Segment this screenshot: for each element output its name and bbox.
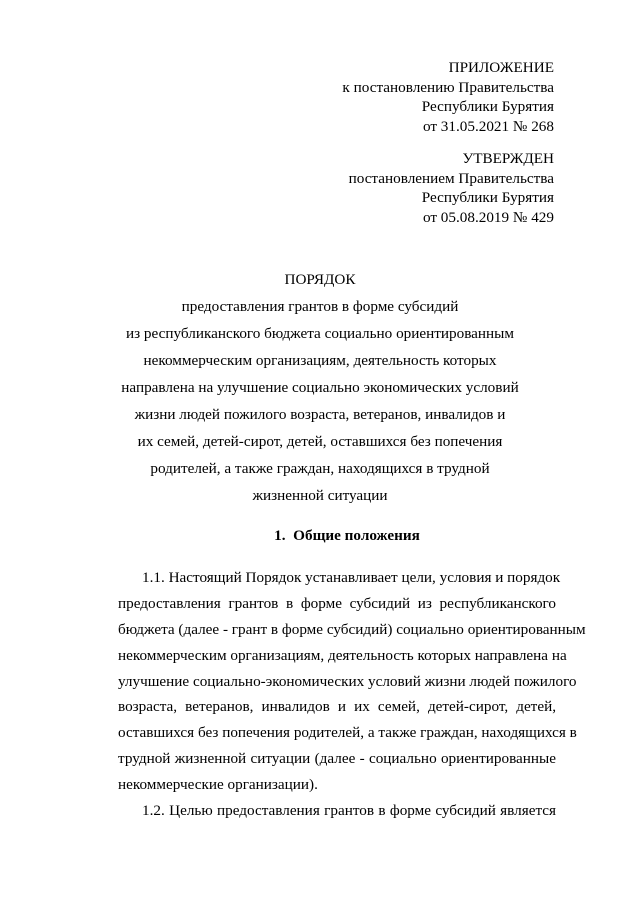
paragraph-line: трудной жизненной ситуации (далее - социально ориентированные bbox=[118, 750, 556, 768]
appendix-header-block bbox=[342, 58, 554, 136]
document-title-line: жизненной ситуации bbox=[252, 487, 388, 504]
paragraph-line: бюджета (далее - грант в форме субсидий) социально ориентированным bbox=[118, 620, 586, 638]
paragraph-line: улучшение социально-экономических условий жизни людей пожилого bbox=[118, 672, 577, 690]
paragraph-line: некоммерческим организациям, деятельность которых направлена на bbox=[118, 646, 567, 664]
approved-label: УТВЕРЖДЕН bbox=[462, 150, 554, 167]
appendix-authority-line: Республики Бурятия bbox=[421, 98, 554, 115]
document-title-line: родителей, а также граждан, находящихся в трудной bbox=[150, 460, 490, 477]
paragraph-1-1 bbox=[118, 565, 586, 798]
document-title-line: из республиканского бюджета социально ориентированным bbox=[126, 325, 514, 342]
approved-header-block bbox=[349, 149, 554, 227]
paragraph-line: предоставления грантов в форме субсидий из республиканского bbox=[118, 594, 556, 612]
paragraph-1-2 bbox=[118, 798, 556, 824]
document-title-line: их семей, детей-сирот, детей, оставшихся без попечения bbox=[137, 433, 503, 450]
document-title bbox=[0, 266, 640, 509]
appendix-label: ПРИЛОЖЕНИЕ bbox=[448, 59, 554, 76]
paragraph-line: оставшихся без попечения родителей, а также граждан, находящихся в bbox=[118, 724, 577, 742]
document-title-heading: ПОРЯДОК bbox=[284, 271, 356, 288]
appendix-date-number: от 31.05.2021 № 268 bbox=[422, 117, 554, 135]
document-body bbox=[118, 565, 586, 824]
document-title-line: жизни людей пожилого возраста, ветеранов, инвалидов и bbox=[134, 406, 506, 423]
approved-authority-line: Республики Бурятия bbox=[421, 189, 554, 206]
paragraph-line: возраста, ветеранов, инвалидов и их семей, детей-сирот, детей, bbox=[118, 698, 556, 716]
section-heading: 1. Общие положения bbox=[274, 527, 420, 544]
document-title-line: направлена на улучшение социально экономических условий bbox=[121, 379, 519, 396]
document-title-line: предоставления грантов в форме субсидий bbox=[181, 298, 459, 315]
approved-date-number: от 05.08.2019 № 429 bbox=[422, 208, 554, 226]
appendix-resolution-line: к постановлению Правительства bbox=[342, 78, 554, 96]
approved-resolution-line: постановлением Правительства bbox=[348, 169, 554, 187]
paragraph-line: 1.1. Настоящий Порядок устанавливает цели, условия и порядок bbox=[142, 569, 561, 586]
paragraph-line: 1.2. Целью предоставления грантов в форме субсидий является bbox=[142, 802, 556, 820]
paragraph-line: некоммерческие организации). bbox=[118, 776, 318, 794]
document-title-line: некоммерческим организациям, деятельность которых bbox=[143, 352, 497, 369]
